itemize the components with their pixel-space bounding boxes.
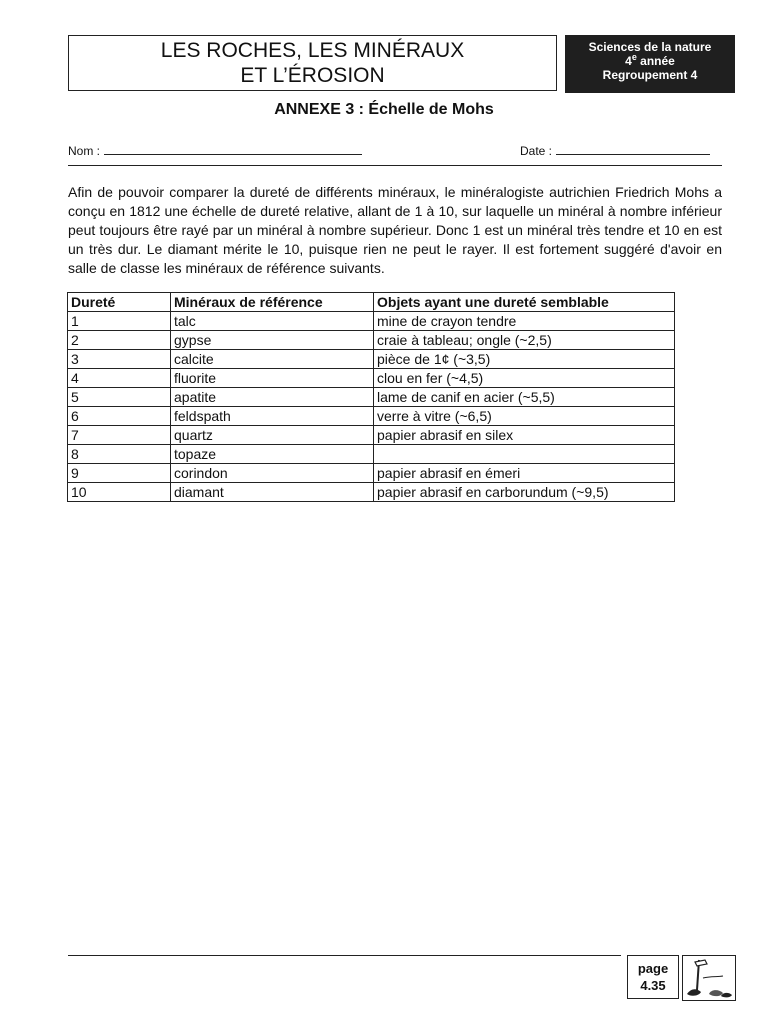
cell-object: craie à tableau; ongle (~2,5) [374,331,675,350]
cell-object [374,445,675,464]
header-hardness: Dureté [68,293,171,312]
cell-object: lame de canif en acier (~5,5) [374,388,675,407]
cell-mineral: feldspath [171,407,374,426]
cell-mineral: gypse [171,331,374,350]
grade-superscript: e [631,52,637,62]
cell-mineral: fluorite [171,369,374,388]
table-row [68,312,675,331]
table-row [68,388,675,407]
header-divider [68,165,722,166]
course-grade [565,54,735,68]
cell-object: verre à vitre (~6,5) [374,407,675,426]
cell-mineral: quartz [171,426,374,445]
table-row [68,445,675,464]
name-label: Nom : [68,144,101,158]
table-header-row [68,293,675,312]
cell-object: clou en fer (~4,5) [374,369,675,388]
grade-number: 4 [625,54,632,68]
cell-hardness: 3 [68,350,171,369]
cell-mineral: topaze [171,445,374,464]
document-title [68,35,557,91]
page-number-box [627,955,679,999]
header-similar-objects: Objets ayant une dureté semblable [374,293,675,312]
name-blank-line[interactable] [104,142,362,155]
title-line-1: LES ROCHES, LES MINÉRAUX [160,39,465,62]
course-cluster: Regroupement 4 [602,68,698,82]
cell-mineral: calcite [171,350,374,369]
cell-object: papier abrasif en émeri [374,464,675,483]
cell-object: mine de crayon tendre [374,312,675,331]
course-badge [565,35,735,93]
intro-paragraph: Afin de pouvoir comparer la dureté de différents minéraux, le minéralogiste autrichien Friedrich Mohs a conçu en 1812 une échelle de dureté relative, allant de 1 à 10, sur laquelle un minéral à nombre inférieur peut toujours être rayé par un minéral à nombre supérieur. Donc 1 est un minéral très tendre et 10 en est un très dur. Le diamant mérite le 10, puisque rien ne peut le rayer. Il est fortement suggéré d'avoir en salle de classe les minéraux de référence suivants. [68,184,722,276]
cell-hardness: 6 [68,407,171,426]
table-row [68,464,675,483]
cell-object: papier abrasif en silex [374,426,675,445]
table-row [68,369,675,388]
cell-hardness: 9 [68,464,171,483]
date-blank-line[interactable] [556,142,710,155]
table-row [68,483,675,502]
table-row [68,350,675,369]
cell-hardness: 10 [68,483,171,502]
mohs-scale-table [67,292,675,502]
cell-hardness: 4 [68,369,171,388]
cell-hardness: 2 [68,331,171,350]
cell-hardness: 1 [68,312,171,331]
table-row [68,426,675,445]
title-line-2: ET L’ÉROSION [240,64,385,87]
date-label: Date : [520,144,553,158]
date-field [520,142,710,158]
rock-hammer-icon [682,955,736,1001]
cell-object: papier abrasif en carborundum (~9,5) [374,483,675,502]
header-reference-minerals: Minéraux de référence [171,293,374,312]
cell-hardness: 7 [68,426,171,445]
cell-mineral: apatite [171,388,374,407]
page-number: 4.35 [640,978,666,993]
grade-word: année [636,54,675,68]
table-row [68,407,675,426]
annexe-title: ANNEXE 3 : Échelle de Mohs [274,101,494,118]
cell-mineral: talc [171,312,374,331]
cell-mineral: diamant [171,483,374,502]
cell-hardness: 8 [68,445,171,464]
table-row [68,331,675,350]
name-field [68,142,362,158]
cell-mineral: corindon [171,464,374,483]
course-subject: Sciences de la nature [588,40,712,54]
cell-hardness: 5 [68,388,171,407]
cell-object: pièce de 1¢ (~3,5) [374,350,675,369]
footer-divider [68,955,621,956]
page-word: page [637,961,669,976]
